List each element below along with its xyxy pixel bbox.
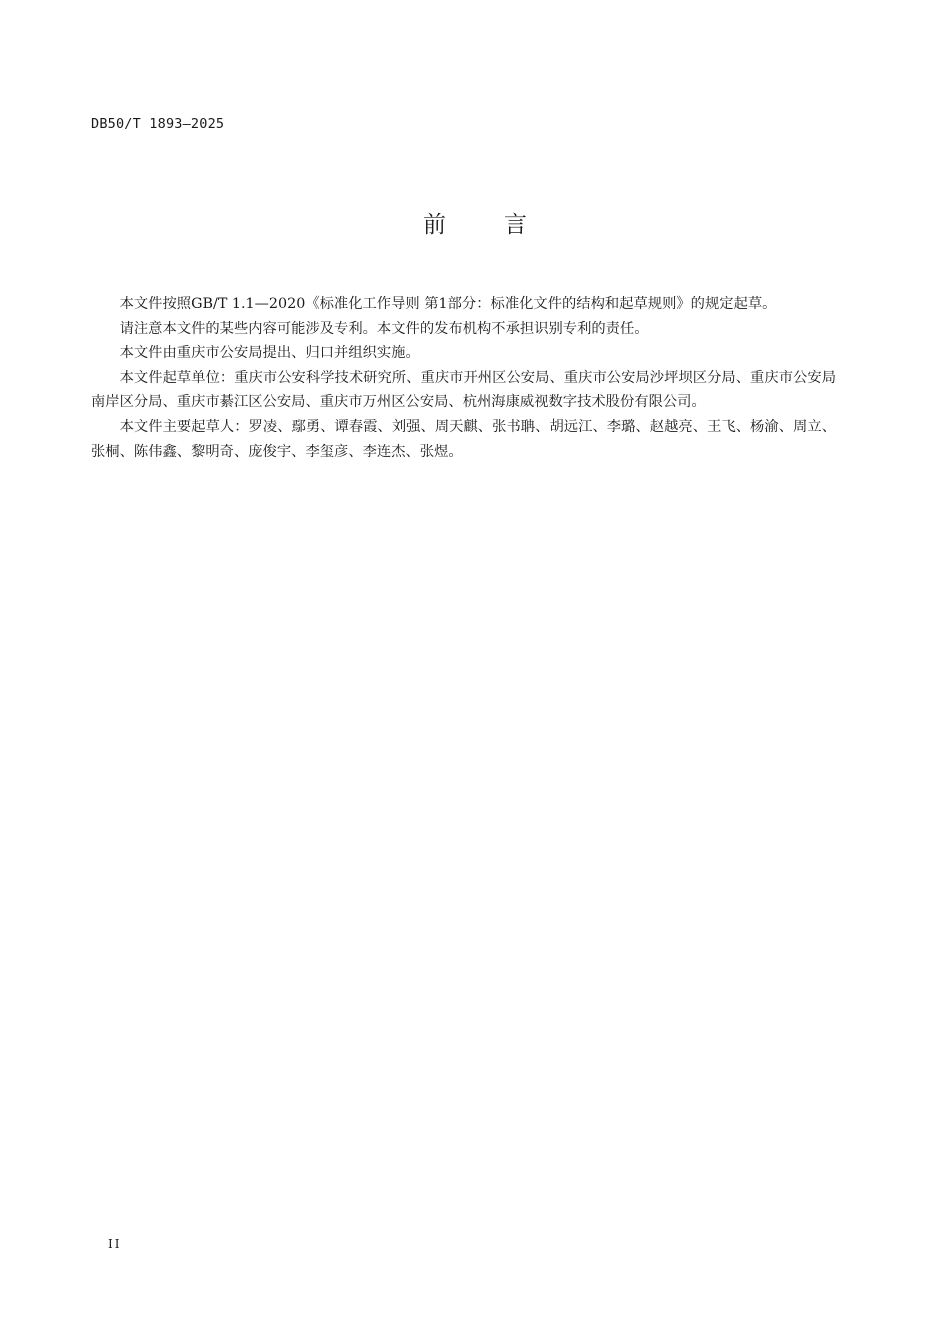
paragraph-patent-notice: 请注意本文件的某些内容可能涉及专利。本文件的发布机构不承担识别专利的责任。 [119, 320, 649, 337]
page-number: II [108, 1237, 122, 1251]
paragraph-drafting-units: 本文件起草单位：重庆市公安科学技术研究所、重庆市开州区公安局、重庆市公安局沙坪坝区分局、重庆市公安局南岸区分局、重庆市綦江区公安局、重庆市万州区公安局、杭州海康威视数字技术股份有限公司。 [91, 369, 836, 411]
foreword-body [91, 292, 836, 464]
paragraph-proposer: 本文件由重庆市公安局提出、归口并组织实施。 [119, 345, 420, 362]
paragraph-drafting-rules: 本文件按照GB/T 1.1—2020《标准化工作导则 第1部分：标准化文件的结构和起草规则》的规定起草。 [119, 296, 777, 312]
paragraph-drafters: 本文件主要起草人：罗凌、鄢勇、谭春霞、刘强、周天麒、张书聃、胡远江、李璐、赵越亮、王飞、杨渝、周立、张桐、陈伟鑫、黎明奇、庞俊宇、李玺彦、李连杰、张煜。 [91, 418, 836, 460]
document-code: DB50/T 1893—2025 [91, 116, 225, 132]
page-title: 前言 [423, 212, 585, 238]
